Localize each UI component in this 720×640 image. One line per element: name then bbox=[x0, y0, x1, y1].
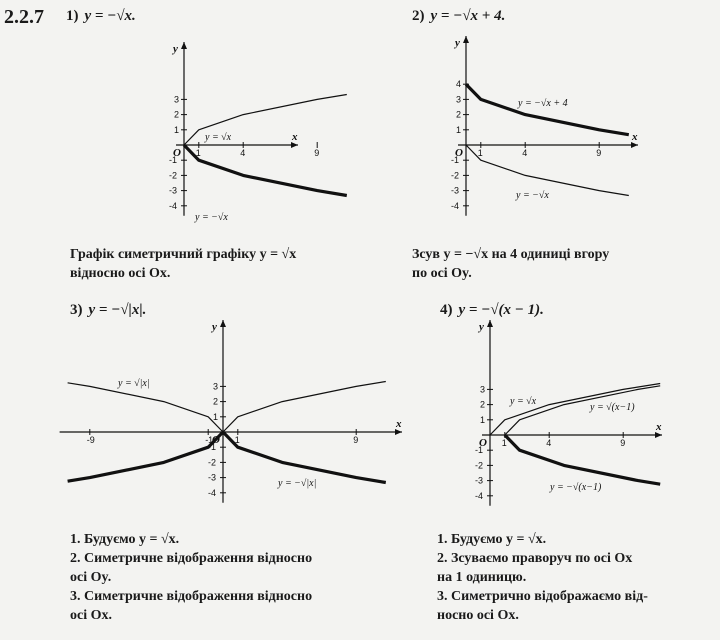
curve-label-2: y = −√x bbox=[516, 190, 549, 201]
part-1-caption-line-1: Графік симетричний графіку y = √x bbox=[70, 247, 297, 262]
x-tick-label: 1 bbox=[501, 438, 507, 448]
curve-1 bbox=[490, 384, 660, 436]
y-axis-label: y bbox=[173, 43, 178, 55]
y-tick-label: 2 bbox=[456, 109, 462, 120]
problem-number: 2.2.7 bbox=[4, 6, 44, 28]
part-3-caption-line-2: 2. Симетричне відображення відносно bbox=[70, 551, 313, 566]
y-tick-label: -4 bbox=[169, 200, 178, 211]
curve-2 bbox=[466, 145, 629, 196]
curve-label-2: y = −√|x| bbox=[278, 478, 317, 489]
x-axis-label: x bbox=[656, 421, 662, 433]
x-tick-label: -9 bbox=[86, 435, 95, 445]
y-tick-label: -1 bbox=[208, 442, 217, 453]
y-tick-label: -4 bbox=[451, 200, 460, 211]
curve-1 bbox=[466, 84, 629, 135]
part-1-title bbox=[66, 8, 136, 25]
y-tick-label: 3 bbox=[480, 384, 486, 395]
y-axis-arrow bbox=[220, 320, 226, 327]
curve-2 bbox=[505, 386, 660, 435]
origin-label: O bbox=[212, 434, 220, 446]
part-1-number: 1) bbox=[66, 8, 79, 24]
part-2-caption-line-2: по осі Oy. bbox=[412, 266, 472, 281]
curve-label-1: y = √x bbox=[205, 132, 232, 143]
y-axis-label: y bbox=[479, 321, 484, 333]
y-tick-label: 3 bbox=[213, 381, 219, 392]
x-tick-label: 9 bbox=[620, 438, 626, 448]
part-4-caption-line-2: 2. Зсуваємо праворуч по осі Ox bbox=[437, 551, 633, 566]
x-tick-label: 9 bbox=[596, 148, 602, 158]
y-tick-label: 2 bbox=[174, 109, 180, 120]
part-1-caption bbox=[70, 245, 296, 283]
curve-1 bbox=[68, 382, 386, 433]
y-tick-label: -1 bbox=[475, 445, 484, 456]
y-axis-arrow bbox=[181, 42, 187, 49]
x-axis-label: x bbox=[292, 131, 298, 143]
x-tick-label: 9 bbox=[353, 435, 359, 445]
curve-label-3: y = −√(x−1) bbox=[550, 482, 602, 493]
y-tick-label: -3 bbox=[451, 185, 460, 196]
y-tick-label: 2 bbox=[480, 399, 486, 410]
y-tick-label: -2 bbox=[208, 457, 217, 468]
x-axis-label: x bbox=[632, 131, 638, 143]
origin-label: O bbox=[455, 147, 463, 159]
part-3-formula: y = −√|x|. bbox=[88, 302, 147, 318]
part-2-caption-line-1: Зсув y = −√x на 4 одиниці вгору bbox=[412, 247, 610, 262]
x-tick-label: 4 bbox=[546, 438, 552, 448]
curve-label-1: y = −√x + 4 bbox=[518, 98, 568, 109]
curve-2 bbox=[68, 432, 386, 483]
y-tick-label: 4 bbox=[456, 79, 462, 90]
y-tick-label: -4 bbox=[208, 487, 217, 498]
y-tick-label: 1 bbox=[480, 414, 486, 425]
graph-part-1 bbox=[60, 30, 320, 240]
y-tick-label: 3 bbox=[174, 94, 180, 105]
y-axis-arrow bbox=[487, 320, 493, 327]
curve-label-1: y = √x bbox=[510, 396, 537, 407]
y-axis-label: y bbox=[212, 321, 217, 333]
y-axis-arrow bbox=[463, 36, 469, 43]
part-2-caption bbox=[412, 245, 609, 283]
part-4-caption-line-3: на 1 одиницю. bbox=[437, 570, 527, 585]
y-tick-label: -3 bbox=[208, 472, 217, 483]
curve-label-2: y = √(x−1) bbox=[590, 402, 635, 413]
x-tick-label: 1 bbox=[234, 435, 240, 445]
x-tick-label: 1 bbox=[195, 148, 201, 158]
y-tick-label: -3 bbox=[475, 475, 484, 486]
x-tick-label: -1 bbox=[205, 435, 214, 445]
part-3-number: 3) bbox=[70, 302, 83, 318]
part-4-caption-line-1: 1. Будуємо y = √x. bbox=[437, 532, 547, 547]
part-4-caption-line-5: носно осі Ox. bbox=[437, 608, 519, 623]
part-1-formula: y = −√x. bbox=[84, 8, 136, 24]
curve-label-2: y = −√x bbox=[195, 212, 228, 223]
part-3-caption-line-4: 3. Симетричне відображення відносно bbox=[70, 589, 313, 604]
graph-part-3 bbox=[60, 318, 405, 528]
y-tick-label: -2 bbox=[451, 170, 460, 181]
part-3-caption-line-3: осі Oy. bbox=[70, 570, 112, 585]
y-axis-label: y bbox=[455, 37, 460, 49]
part-3-title bbox=[70, 302, 146, 319]
part-4-formula: y = −√(x − 1). bbox=[458, 302, 544, 318]
part-4-caption bbox=[437, 530, 648, 625]
y-tick-label: -2 bbox=[475, 460, 484, 471]
part-4-caption-line-4: 3. Симетрично відображаємо від- bbox=[437, 589, 648, 604]
x-tick-label: 4 bbox=[240, 148, 246, 158]
part-1-caption-line-2: відносно осі Ox. bbox=[70, 266, 171, 281]
graph-part-2 bbox=[400, 30, 650, 240]
part-4-number: 4) bbox=[440, 302, 453, 318]
curve-label-1: y = √|x| bbox=[118, 378, 150, 389]
part-2-formula: y = −√x + 4. bbox=[430, 8, 506, 24]
curve-3 bbox=[505, 435, 660, 484]
curve-2 bbox=[184, 145, 347, 196]
y-tick-label: 1 bbox=[174, 124, 180, 135]
y-tick-label: 1 bbox=[213, 411, 219, 422]
y-tick-label: 1 bbox=[456, 124, 462, 135]
y-tick-label: 2 bbox=[213, 396, 219, 407]
graph-part-4 bbox=[430, 318, 670, 528]
part-4-title bbox=[440, 302, 544, 319]
y-tick-label: -4 bbox=[475, 490, 484, 501]
part-3-caption-line-1: 1. Будуємо y = √x. bbox=[70, 532, 180, 547]
x-tick-label: 4 bbox=[522, 148, 528, 158]
part-2-number: 2) bbox=[412, 8, 425, 24]
part-2-title bbox=[412, 8, 505, 25]
origin-label: O bbox=[173, 147, 181, 159]
x-tick-label: 9 bbox=[314, 148, 320, 158]
part-3-caption-line-5: осі Ox. bbox=[70, 608, 112, 623]
y-tick-label: -2 bbox=[169, 170, 178, 181]
y-tick-label: -1 bbox=[451, 155, 460, 166]
y-tick-label: -1 bbox=[169, 155, 178, 166]
y-tick-label: -3 bbox=[169, 185, 178, 196]
x-axis-label: x bbox=[396, 418, 402, 430]
part-3-caption bbox=[70, 530, 312, 625]
x-tick-label: 1 bbox=[477, 148, 483, 158]
origin-label: O bbox=[479, 437, 487, 449]
y-tick-label: 3 bbox=[456, 94, 462, 105]
